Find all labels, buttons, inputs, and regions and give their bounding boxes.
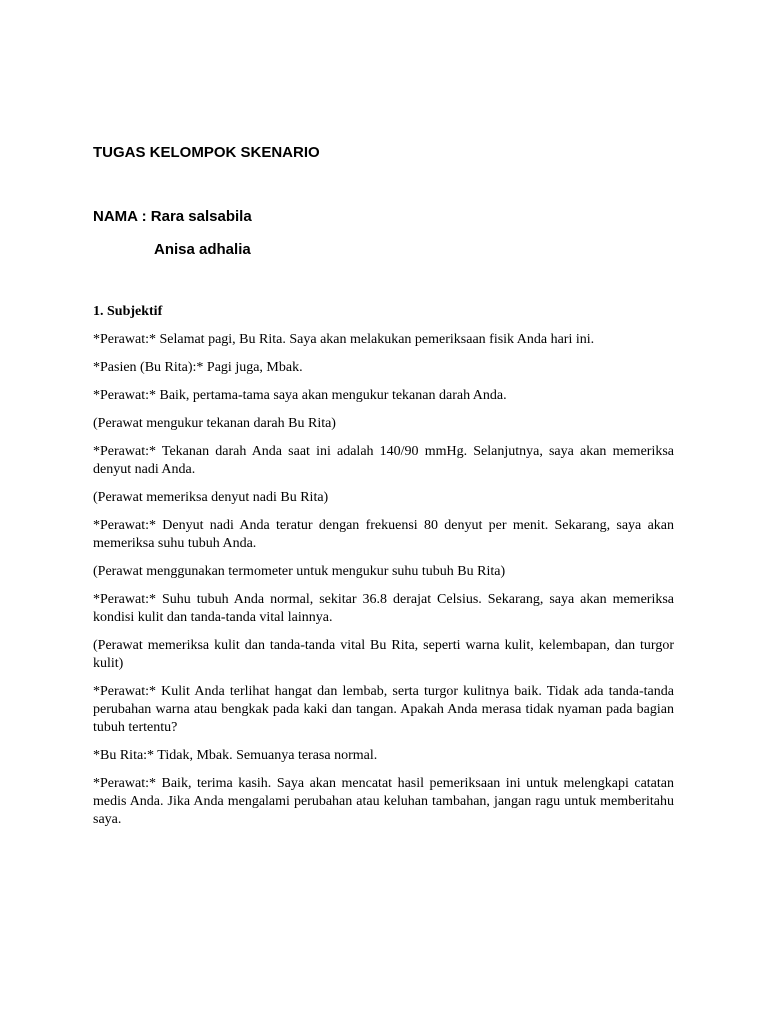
paragraph-9: *Perawat:* Suhu tubuh Anda normal, sekitar 36.8 derajat Celsius. Sekarang, saya akan memeriksa kondisi kulit dan tanda-tanda vital lainnya.: [93, 592, 674, 625]
paragraph-6: (Perawat memeriksa denyut nadi Bu Rita): [93, 490, 329, 505]
document-body: [93, 303, 674, 839]
paragraph-4: (Perawat mengukur tekanan darah Bu Rita): [93, 416, 336, 431]
group-name-line-2: Anisa adhalia: [154, 241, 251, 258]
paragraph-2: *Pasien (Bu Rita):* Pagi juga, Mbak.: [93, 360, 303, 375]
paragraph-10: (Perawat memeriksa kulit dan tanda-tanda vital Bu Rita, seperti warna kulit, kelembapan, dan turgor kulit): [93, 638, 674, 671]
document-title: TUGAS KELOMPOK SKENARIO: [93, 144, 320, 161]
paragraph-7: *Perawat:* Denyut nadi Anda teratur dengan frekuensi 80 denyut per menit. Sekarang, saya akan memeriksa suhu tubuh Anda.: [93, 518, 674, 551]
section-heading: 1. Subjektif: [93, 304, 163, 319]
group-name-line-1: NAMA : Rara salsabila: [93, 208, 252, 225]
paragraph-5: *Perawat:* Tekanan darah Anda saat ini adalah 140/90 mmHg. Selanjutnya, saya akan memeriksa denyut nadi Anda.: [93, 444, 674, 477]
paragraph-3: *Perawat:* Baik, pertama-tama saya akan mengukur tekanan darah Anda.: [93, 388, 507, 403]
paragraph-1: *Perawat:* Selamat pagi, Bu Rita. Saya akan melakukan pemeriksaan fisik Anda hari ini.: [93, 332, 595, 347]
paragraph-13: *Perawat:* Baik, terima kasih. Saya akan mencatat hasil pemeriksaan ini untuk melengkapi catatan medis Anda. Jika Anda mengalami perubahan atau keluhan tambahan, jangan ragu untuk memberitahu saya.: [93, 776, 674, 827]
paragraph-11: *Perawat:* Kulit Anda terlihat hangat dan lembab, serta turgor kulitnya baik. Tidak ada tanda-tanda perubahan warna atau bengkak pada kaki dan tangan. Apakah Anda merasa tidak nyaman pada bagian tubuh tertentu?: [93, 684, 674, 735]
paragraph-12: *Bu Rita:* Tidak, Mbak. Semuanya terasa normal.: [93, 748, 378, 763]
paragraph-8: (Perawat menggunakan termometer untuk mengukur suhu tubuh Bu Rita): [93, 564, 506, 579]
